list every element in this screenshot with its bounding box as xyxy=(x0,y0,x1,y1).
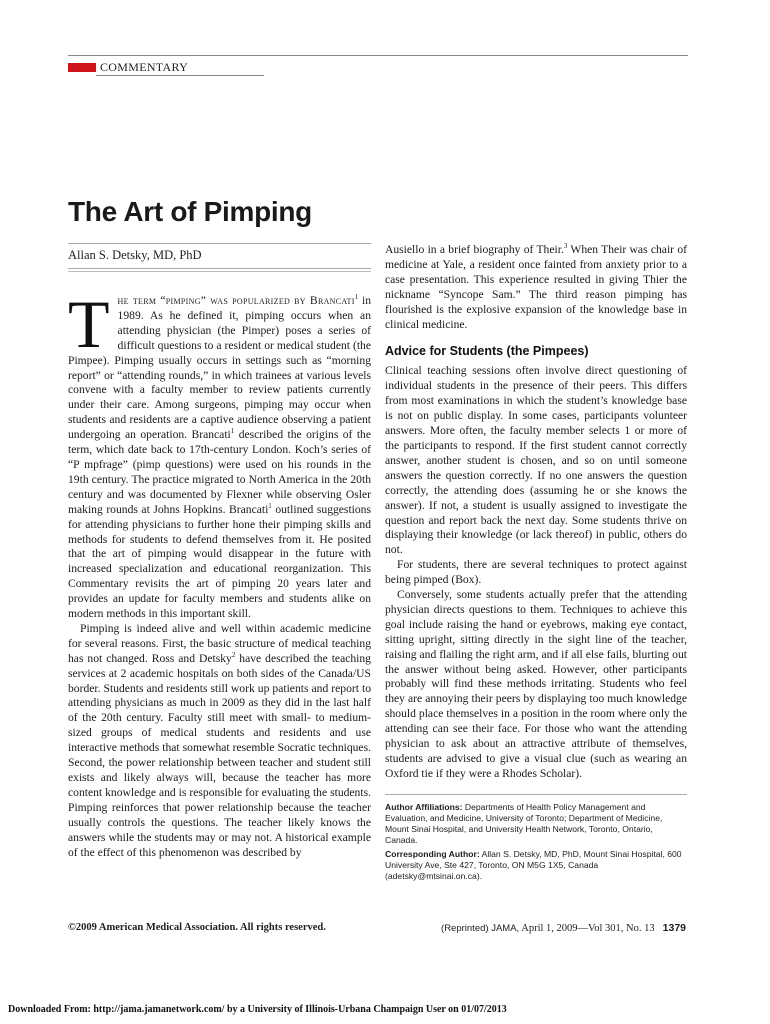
affiliation-label: Author Affiliations: xyxy=(385,801,463,812)
paragraph-text: have described the teaching services at 2 academic hospitals on both sides of the Canada/US border. Students and residents still work up patients and report to attending physicians as much in 2009 as they did in the last half of the 20th century. Faculty still meet with small- to medium-sized groups of medical students and residents and use interactive methods that somewhat resemble Socratic techniques. Second, the power relationship between teacher and student still exists and likely always will, because the teacher has more content knowledge and is responsible for evaluating the students. Pimping reinforces that power relationship because the teacher usually controls the questions. The teacher likely knows the answers while the students may or may not. A historical example of the effect of this phenomenon was described by xyxy=(68,651,371,859)
paragraph-text: in 1989. As he defined it, pimping occurs when an attending physician (the Pimper) poses a series of difficult questions to a resident or medical student (the Pimpee). Pimping usually occurs in settings such as “morning report” or “attending rounds,” in which trainees at various levels convene with a faculty member to review patients currently under their care. Among surgeons, pimping may occur when students and residents are a captive audience observing a patient undergoing an operation. Brancati xyxy=(68,294,371,442)
drop-cap: T xyxy=(68,286,110,362)
author-byline: Allan S. Detsky, MD, PhD xyxy=(68,248,202,262)
section-color-bar xyxy=(68,63,96,72)
opening-paragraph xyxy=(68,286,371,622)
top-rule xyxy=(68,55,688,56)
author-rule-bottom xyxy=(68,268,371,269)
author-rule-double xyxy=(68,271,371,272)
paragraph: Conversely, some students actually prefer that the attending physician directs questions to them. Techniques to achieve this goal include raising the hand or eyebrows, making eye contact, sitting upright, sitting directly in the sight line of the teacher, raising and flailing the right arm, and if all else fails, blurting out the answer without being asked. However, other participants probably will find these methods irritating. Students who feel they are annoying their peers by displaying too much knowledge should place themselves in a position in the room where only the attending can see their face. For those who want the attending physician to ask about an attractive attribute of themselves, students are advised to give a visual clue (such as wearing an Oxford tie if they were a Rhodes Scholar). xyxy=(385,588,687,780)
right-body-2 xyxy=(385,364,687,781)
journal-name: JAMA, xyxy=(491,923,520,934)
corresponding-text: Allan S. Detsky, MD, PhD, Mount Sinai Hospital, 600 University Ave, Ste 427, Toronto, ON M5G 1X5, Canada (adetsky@mtsinai.on.ca). xyxy=(385,848,682,881)
left-column xyxy=(68,243,371,860)
paragraph-text: described the origins of the term, which date back to 17th-century London. Koch’s series of “P mpfrage” (pimp questions) were used on his rounds in the 19th century. The practice migrated to North America in the 20th century and was documented by Flexner while observing Osler making rounds at Johns Hopkins. Brancati xyxy=(68,428,371,516)
ref-sup: 1 xyxy=(354,293,359,302)
paragraph-text: Ausiello in a brief biography of Their. xyxy=(385,243,564,256)
download-notice: Downloaded From: http://jama.jamanetwork.com/ by a University of Illinois-Urbana Champaign User on 01/07/2013 xyxy=(8,1004,507,1015)
journal-citation xyxy=(441,922,686,934)
ref-sup: 1 xyxy=(230,427,235,436)
section-label: COMMENTARY xyxy=(100,60,189,74)
page-number: 1379 xyxy=(662,922,686,934)
paragraph: Clinical teaching sessions often involve direct questioning of individual students in the presence of their peers. This differs from most examinations in which the student’s knowledge base is not on public display. In some cases, participants volunteer answers. More often, the faculty member selects 1 or more of the participants to respond. If the first student cannot correctly answer, another student is chosen, and so on until someone answers the question correctly. If no one answers the question correctly, the attending does (assuming he or she knows the answer). If not, a student is usually assigned to investigate the question and report back the next day. Some students thrive on displaying their knowledge (or lack thereof) in public, others do not. xyxy=(385,364,687,557)
continued-paragraph xyxy=(385,243,687,332)
ref-sup: 1 xyxy=(268,501,272,510)
author-affiliations xyxy=(385,794,687,882)
ref-sup: 3 xyxy=(563,242,568,251)
section-rule xyxy=(96,75,264,76)
right-column xyxy=(385,243,687,882)
ref-sup: 2 xyxy=(231,650,236,659)
reprinted-label: (Reprinted) xyxy=(441,923,492,934)
copyright: ©2009 American Medical Association. All rights reserved. xyxy=(68,922,326,933)
paragraph: For students, there are several techniques to protect against being pimped (Box). xyxy=(385,558,687,587)
second-paragraph xyxy=(68,622,371,861)
paragraph-text: When Their was chair of medicine at Yale, a resident once fainted from anxiety prior to a case presentation. This experience resulted in giving Thier the nickname “Syncope Sam.” The third reason pimping has flourished is the explosive expansion of the knowledge base in clinical medicine. xyxy=(385,243,687,331)
affiliation-text: Departments of Health Policy Management and Evaluation, and Medicine, University of Toronto; Department of Medicine, Mount Sinai Hospital, and University Health Network, Toronto, Ontario, Canada. xyxy=(385,801,663,845)
left-body xyxy=(68,286,371,860)
subheading: Advice for Students (the Pimpees) xyxy=(385,344,589,359)
lead-in: he term “pimping” was popularized by Brancati xyxy=(117,294,355,307)
article-title: The Art of Pimping xyxy=(68,196,312,227)
affiliation-line xyxy=(385,802,687,846)
right-body xyxy=(385,243,687,332)
corresponding-label: Corresponding Author: xyxy=(385,848,480,859)
issue-info: April 1, 2009—Vol 301, No. 13 xyxy=(519,923,655,934)
paragraph-text: outlined suggestions for attending physicians to further hone their pimping skills and methods for students to defend themselves from it. He posited that the art of pimping would disappear in the future with increased specialization and educational reorganization. This Commentary revisits the art of pimping 20 years later and provides an update for faculty members and students alike on modern methods in this important skill. xyxy=(68,502,371,621)
corresponding-line xyxy=(385,849,687,882)
paragraph-text: Pimping is indeed alive and well within academic medicine for several reasons. First, the basic structure of medical teaching has not changed. Ross and Detsky xyxy=(68,621,371,665)
section-tag xyxy=(68,60,188,75)
